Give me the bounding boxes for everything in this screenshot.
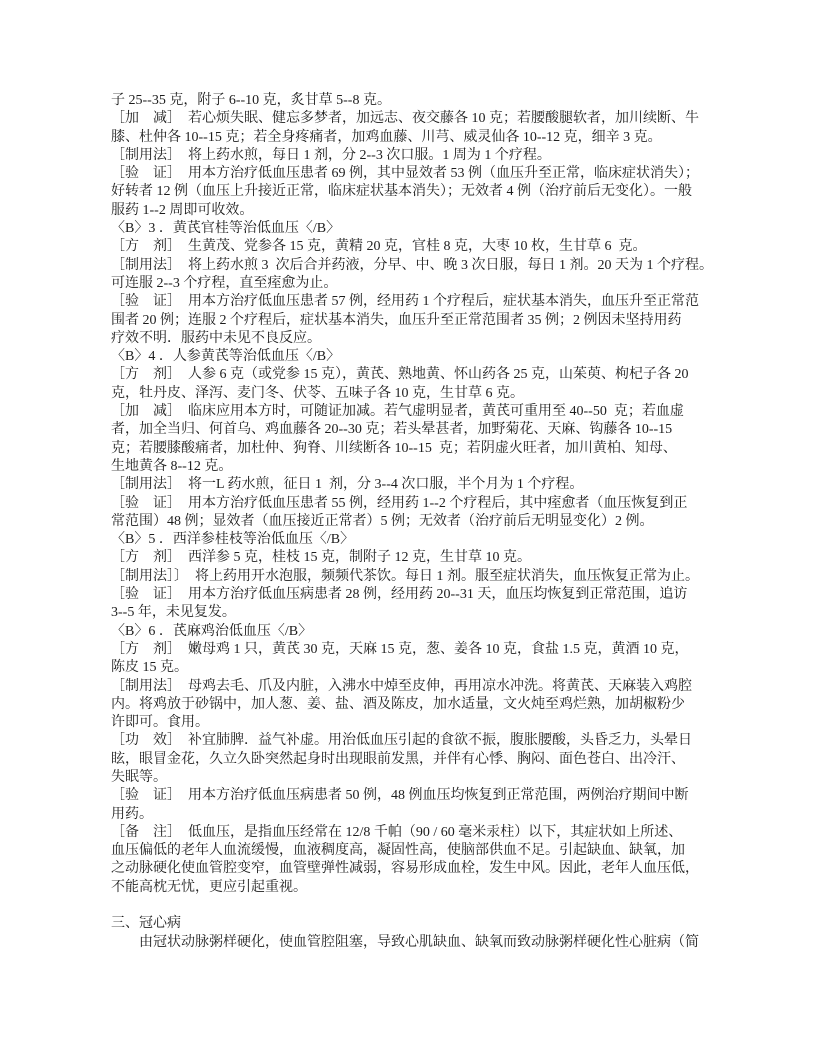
document-text <box>111 92 717 952</box>
text-line: ［验 证］ 用本方治疗低血压患者 57 例，经用药 1 个疗程后，症状基本消失，血压升至正常范 <box>111 294 699 310</box>
text-line: 之动脉硬化使血管腔变窄，血管壁弹性减弱，容易形成血栓，发生中风。因此，老年人血压低， <box>111 861 699 877</box>
text-line: 膝、杜仲各 10--15 克；若全身疼痛者，加鸡血藤、川芎、威灵仙各 10--12 克，细辛 3 克。 <box>111 129 662 145</box>
text-line: ［验 证］ 用本方治疗低血压病患者 28 例，经用药 20--31 天，血压均恢复到正常范围，追访 <box>111 587 688 603</box>
text-line: 陈皮 15 克。 <box>111 660 188 676</box>
blank-line <box>111 897 717 915</box>
text-line: ［方 剂］ 嫩母鸡 1 只，黄芪 30 克，天麻 15 克，葱、姜各 10 克，食盐 1.5 克，黄酒 10 克， <box>111 641 689 657</box>
text-line: 克；若腰膝酸痛者，加杜仲、狗脊、川续断各 10--15 克；若阴虚火旺者，加川黄柏、知母、 <box>111 440 677 456</box>
section-heading-line: 〈B〉5 ．西洋参桂枝等治低血压〈/B〉 <box>111 532 355 548</box>
text-line: 血压偏低的老年人血流缓慢，血液稠度高，凝固性高，使脑部供血不足。引起缺血、缺氧，加 <box>111 843 685 859</box>
text-line: 眩，眼冒金花，久立久卧突然起身时出现眼前发黑，并伴有心悸、胸闷、面色苍白、出冷汗、 <box>111 751 685 767</box>
text-line: 不能高枕无忧，更应引起重视。 <box>111 879 307 895</box>
text-line: 服药 1--2 周即可收效。 <box>111 202 254 218</box>
text-line: ［方 剂］ 西洋参 5 克，桂枝 15 克，制附子 12 克，生甘草 10 克。 <box>111 550 531 566</box>
text-line: ［制用法］ 母鸡去毛、爪及内脏，入沸水中焯至皮伸，再用凉水冲洗。将黄芪、天麻装入鸡腔 <box>111 678 692 694</box>
section-heading-line: 〈B〉6 ．芪麻鸡治低血压〈/B〉 <box>111 623 313 639</box>
text-line: 由冠状动脉粥样硬化，使血管腔阻塞，导致心肌缺血、缺氧而致动脉粥样硬化性心脏病（简 <box>111 934 699 950</box>
text-line: ［验 证］ 用本方治疗低血压病患者 50 例，48 例血压均恢复到正常范围，两例治疗期间中断 <box>111 788 689 804</box>
text-line: ［加 减］ 若心烦失眠、健忘多梦者，加远志、夜交藤各 10 克；若腰酸腿软者，加川续断、牛 <box>111 111 699 127</box>
text-line: ［制用法］ 将上药水煎，每日 1 剂，分 2--3 次口服。1 周为 1 个疗程。 <box>111 147 551 163</box>
text-line: 疗效不明．服药中未见不良反应。 <box>111 330 321 346</box>
text-line: 生地黄各 8--12 克。 <box>111 458 233 474</box>
text-line: 3--5 年，未见复发。 <box>111 605 236 621</box>
text-line: ［制用法］〕 将上药用开水泡服，频频代茶饮。每日 1 剂。服至症状消失，血压恢复正常为止。 <box>111 568 699 584</box>
text-line: ［备 注］ 低血压，是指血压经常在 12/8 千帕（90 / 60 毫米汞柱）以下，其症状如上所述、 <box>111 824 683 840</box>
section-heading-line: 〈B〉4 ．人参黄芪等治低血压〈/B〉 <box>111 349 341 365</box>
section-heading-line: 〈B〉3 ．黄芪官桂等治低血压〈/B〉 <box>111 221 341 237</box>
text-line: ［制用法］ 将一L 药水煎，征日 1 剂，分 3--4 次口服，半个月为 1 个疗程。 <box>111 477 584 493</box>
text-line: ［方 剂］ 人参 6 克（或党参 15 克），黄芪、熟地黄、怀山药各 25 克，山茱萸、枸杞子各 20 <box>111 367 689 383</box>
text-line: 三、冠心病 <box>111 916 181 932</box>
text-line: 围者 20 例；连服 2 个疗程后，症状基本消失，血压升至正常范围者 35 例；2 例因未坚持用药 <box>111 312 682 328</box>
text-line: 克，牡丹皮、泽泻、麦门冬、伏苓、五味子各 10 克，生甘草 6 克。 <box>111 385 524 401</box>
text-line: ［功 效］ 补宜肺脾．益气补虚。用治低血压引起的食欲不振，腹胀腰酸，头昏乏力，头晕日 <box>111 733 692 749</box>
text-line: ［验 证］ 用本方治疗低血压患者 55 例，经用药 1--2 个疗程后，其中痓愈者（血压恢复到正 <box>111 495 688 511</box>
text-line: 好转者 12 例（血压上升接近正常，临床症状基本消失）；无效者 4 例（治疗前后无变化）。一般 <box>111 184 692 200</box>
text-line: ［制用法］ 将上药水煎 3 次后合并药液，分早、中、晚 3 次日服，每日 1 剂。20 天为 1 个疗程。 <box>111 257 713 273</box>
text-line: ［验 证］ 用本方治疗低血压患者 69 例，其中显效者 53 例（血压升至正常，临床症状消失）； <box>111 166 699 182</box>
text-line: 常范围）48 例；显效者（血压接近正常者）5 例；无效者（治疗前后无明显变化）2 例。 <box>111 513 654 529</box>
text-line: 者，加全当归、何首乌、鸡血藤各 20--30 克；若头晕甚者，加野菊花、天麻、钩藤各 10--15 <box>111 422 673 438</box>
text-line: 用药。 <box>111 806 153 822</box>
text-line: 许即可。食用。 <box>111 715 209 731</box>
text-line: 失眠等。 <box>111 769 167 785</box>
text-line: ［方 剂］ 生黄茂、党参各 15 克，黄精 20 克，官桂 8 克，大枣 10 枚，生甘草 6 克。 <box>111 239 647 255</box>
text-line: ［加 减］ 临床应用本方时，可随证加减。若气虚明显者，黄芪可重用至 40--50 克；若血虚 <box>111 404 684 420</box>
text-line: 子 25--35 克，附子 6--10 克，炙甘草 5--8 克。 <box>111 93 391 108</box>
text-line: 可连服 2--3 个疗程，直至痓愈为止。 <box>111 275 338 291</box>
text-line: 内。将鸡放于砂锅中，加人葱、姜、盐、酒及陈皮，加水适量，文火炖至鸡烂熟，加胡椒粉少 <box>111 696 685 712</box>
